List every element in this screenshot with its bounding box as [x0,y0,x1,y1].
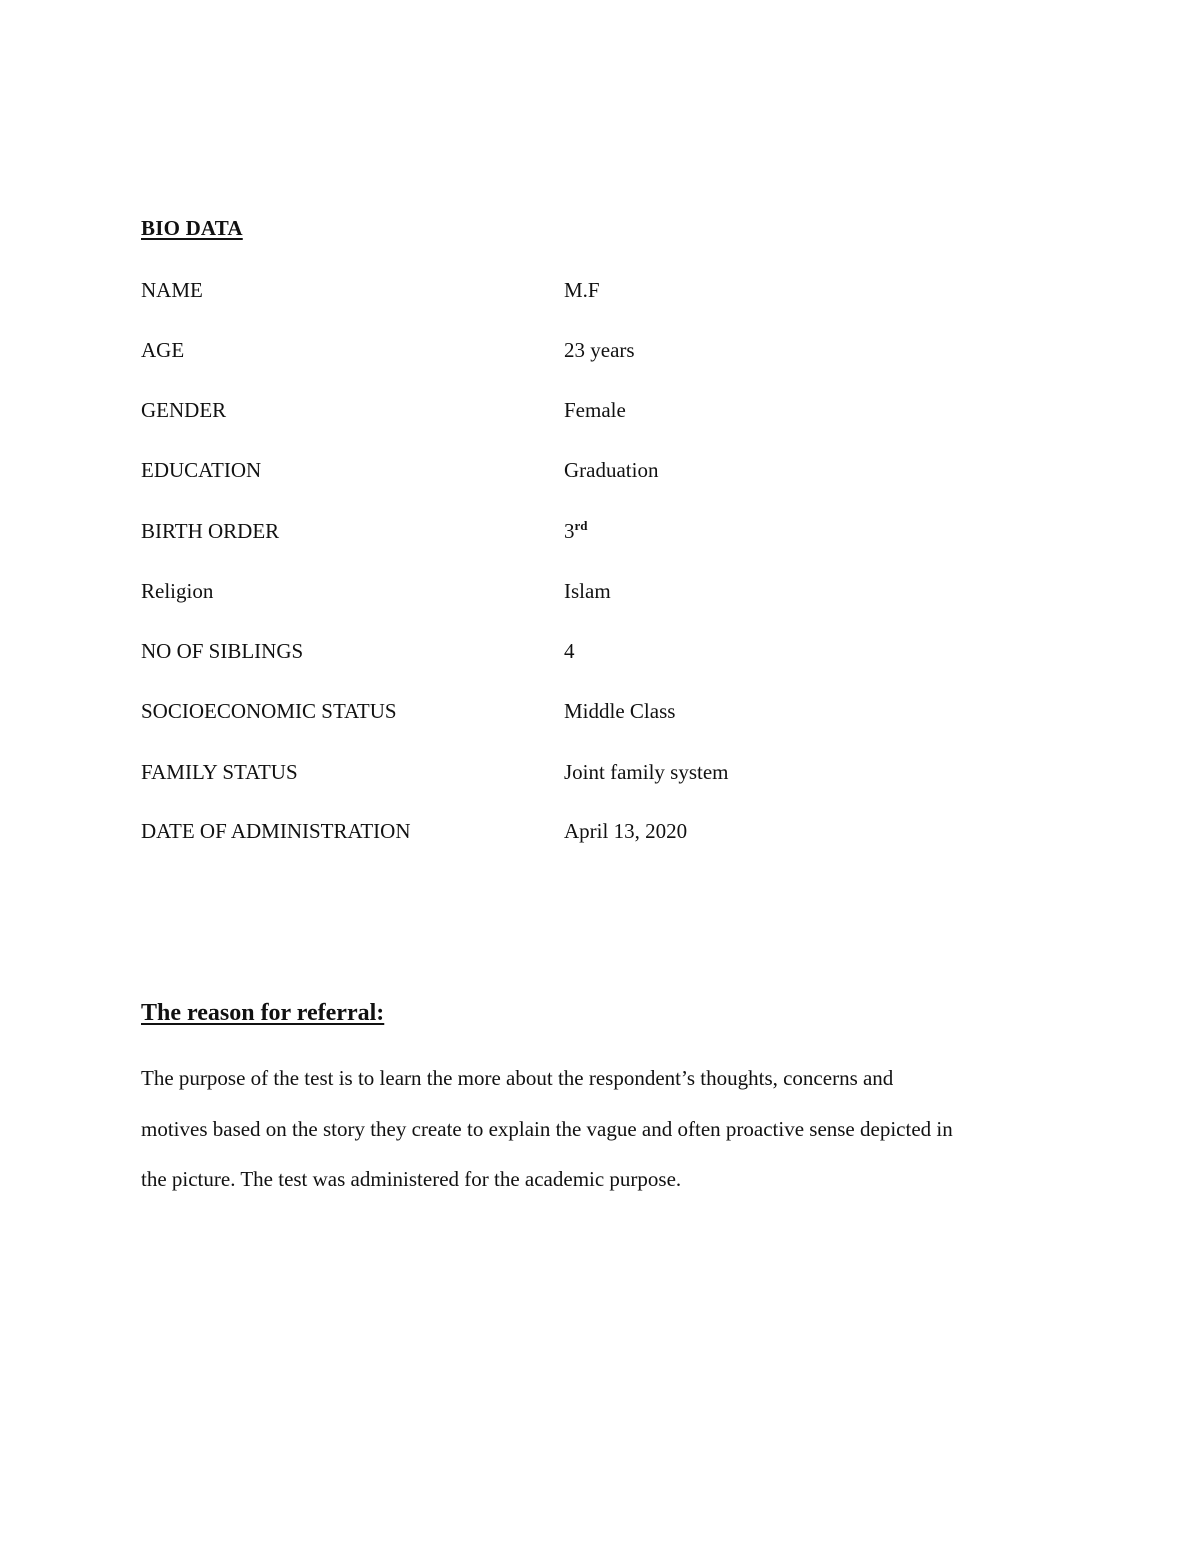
bio-value-siblings: 4 [564,639,575,663]
bio-row-family-status [141,757,1041,787]
bio-label-date-of-administration: DATE OF ADMINISTRATION [141,819,411,843]
bio-label-socioeconomic-status: SOCIOECONOMIC STATUS [141,699,397,723]
referral-line: the picture. The test was administered for the academic purpose. [141,1167,682,1191]
bio-row-socioeconomic-status [141,696,1041,726]
bio-label-religion: Religion [141,579,214,603]
bio-row-birth-order [141,516,1041,546]
referral-line: The purpose of the test is to learn the more about the respondent’s thoughts, concerns and [141,1066,894,1090]
bio-row-religion [141,576,1041,606]
bio-label-gender: GENDER [141,398,227,422]
bio-value-education: Graduation [564,458,659,482]
birth-order-suffix: rd [574,518,588,533]
bio-row-siblings [141,636,1041,666]
bio-value-name: M.F [564,278,600,302]
referral-line: motives based on the story they create to explain the vague and often proactive sense depicted in [141,1116,953,1141]
bio-label-education: EDUCATION [141,458,262,482]
bio-value-age: 23 years [564,338,635,362]
referral-heading: The reason for referral: [141,1000,385,1026]
bio-value-religion: Islam [564,579,611,603]
bio-value-family-status: Joint family system [564,760,729,784]
bio-value-gender: Female [564,398,626,422]
bio-value-socioeconomic-status: Middle Class [564,699,676,723]
bio-data-heading: BIO DATA [141,216,243,240]
bio-label-birth-order: BIRTH ORDER [141,519,280,543]
bio-label-name: NAME [141,278,203,302]
bio-value-date-of-administration: April 13, 2020 [564,819,688,843]
bio-value-birth-order [564,516,588,546]
bio-row-age [141,335,1041,365]
bio-row-name [141,275,1041,305]
bio-label-age: AGE [141,338,185,362]
bio-row-gender [141,395,1041,425]
bio-row-date-of-administration [141,816,1041,846]
bio-row-education [141,455,1041,485]
bio-label-siblings: NO OF SIBLINGS [141,639,304,663]
bio-label-family-status: FAMILY STATUS [141,760,298,784]
birth-order-number: 3 [564,519,575,543]
referral-paragraph [141,1053,1071,1205]
